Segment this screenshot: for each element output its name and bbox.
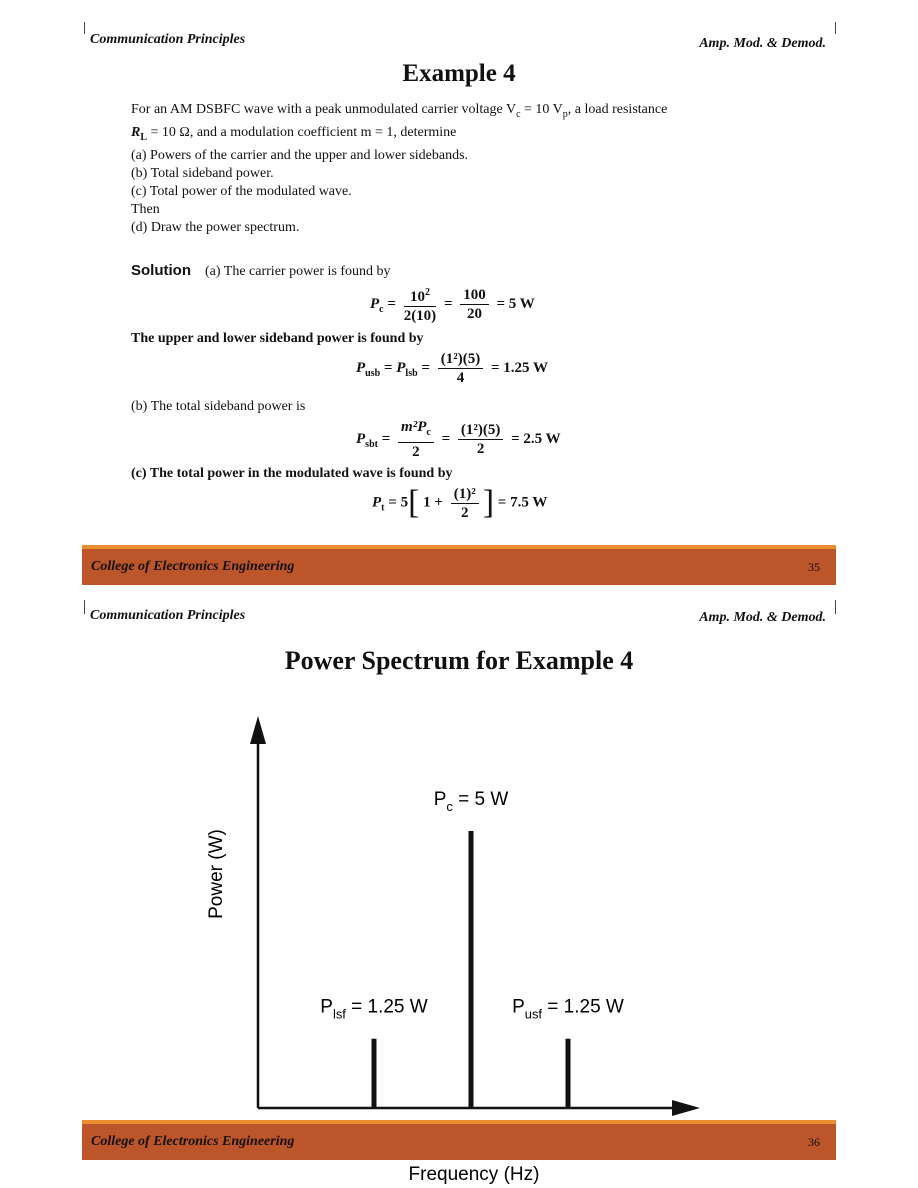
corner-mark-left <box>84 22 85 34</box>
solution-b-text: (b) The total sideband power is <box>131 399 306 414</box>
solution-c-text: (c) The total power in the modulated wave is found by <box>131 466 453 481</box>
header-left: Communication Principles <box>90 608 246 623</box>
header-left: Communication Principles <box>90 32 246 47</box>
page-number: 36 <box>808 1135 820 1149</box>
problem-statement <box>131 101 811 237</box>
x-axis-arrow <box>672 1100 700 1116</box>
equation-carrier-power: $P_c$ = $\frac{10^2}{2(10)}$ = $\frac{100}{20}$ = 5 W <box>370 284 535 325</box>
footer-bar <box>82 545 836 585</box>
slide-36 <box>0 594 918 1188</box>
x-axis-label: Frequency (Hz) <box>408 1164 540 1185</box>
item-b: (b) Total sideband power. <box>131 165 274 181</box>
page-number: 35 <box>808 560 820 574</box>
footer-college: College of Electronics Engineering <box>91 1134 295 1149</box>
problem-line-2: $R_L = 10$ Ω, and a modulation coefficient m = 1, determine <box>131 124 457 143</box>
then-text: Then <box>131 201 160 217</box>
example-title: Example 4 <box>402 60 516 87</box>
corner-mark-right <box>835 600 836 614</box>
header-right: Amp. Mod. & Demod. <box>699 36 826 51</box>
item-c: (c) Total power of the modulated wave. <box>131 183 352 199</box>
equation-sideband-power: $P_{usb} = P_{lsb}$ = $\frac{\text{(1²)(5)}}{4}$ = 1.25 W <box>356 351 548 386</box>
data-label-f-usf: $P_{usf} = 1.25$ W <box>512 996 624 1022</box>
equation-total-power: $P_t = 5$[ 1 + $\frac{\text{(1)²}}{2}$ ] = 7.5 W <box>372 484 548 521</box>
spectrum-title: Power Spectrum for Example 4 <box>284 646 634 675</box>
data-label-f-c: $P_c = 5$ W <box>433 788 509 814</box>
item-a: (a) Powers of the carrier and the upper and lower sidebands. <box>131 147 469 163</box>
corner-mark-right <box>835 22 836 34</box>
y-axis-arrow <box>250 716 266 744</box>
footer-bar <box>82 1120 836 1160</box>
sideband-text: The upper and lower sideband power is found by <box>131 331 424 346</box>
spectrum-bar-f-usf <box>566 1039 571 1108</box>
spectrum-bar-f-c <box>469 831 474 1108</box>
header-right: Amp. Mod. & Demod. <box>699 610 826 625</box>
solution-a-line: Solution (a) The carrier power is found by <box>131 262 391 279</box>
corner-mark-left <box>84 600 85 614</box>
problem-line-1: For an AM DSBFC wave with a peak unmodulated carrier voltage $V_c = 10$ $V_p$, a load resistance <box>131 102 668 120</box>
solution-label: Solution <box>131 262 191 279</box>
spectrum-bar-f-lsf <box>372 1039 377 1108</box>
y-axis-label: Power (W) <box>206 829 227 919</box>
data-label-f-lsf: $P_{lsf} = 1.25$ W <box>320 996 428 1022</box>
equation-total-sideband: $P_{sbt}$ = $\frac{m^2P_c}{2}$ = $\frac{\text{(1²)(5)}}{2}$ = 2.5 W <box>356 419 561 460</box>
item-d: (d) Draw the power spectrum. <box>131 219 300 235</box>
footer-college: College of Electronics Engineering <box>91 559 295 574</box>
